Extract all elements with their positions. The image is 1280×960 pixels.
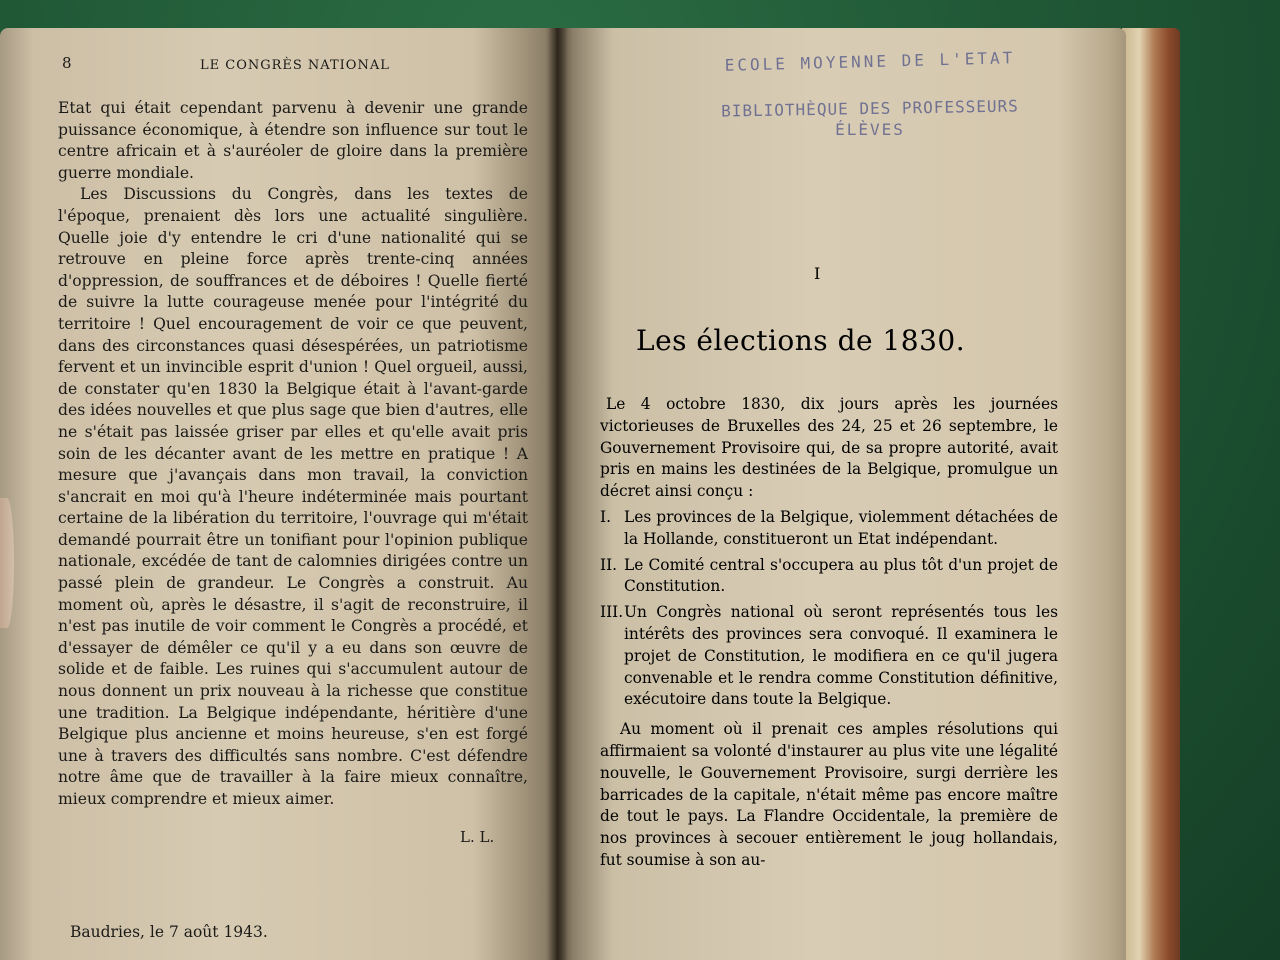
article-number: II. [600,555,618,574]
article-number: III. [600,603,624,622]
stamp-line: ÉLÈVES [835,120,905,139]
left-body-text [58,98,528,811]
book-gutter [548,28,568,960]
paragraph: Etat qui était cependant parvenu à devenir une grande puissance économique, à étendre son influence sur tout le centre africain et à s'auréoler de gloire dans la première guerre mondiale. [58,99,528,182]
left-page [0,28,556,960]
article-text: Un Congrès national où seront représentés tous les intérêts des provinces sera convoqué. Il examinera le projet de Constitution, le modifiera en ce qu'il jugera convenable et le rendra comme Constitution définitive, exécutoire dans toute la Belgique. [624,603,1058,709]
decree-article [600,555,1058,599]
stamp-line: BIBLIOTHÈQUE DES PROFESSEURS [720,96,1020,121]
thumb [0,498,14,628]
chapter-title: Les élections de 1830. [636,324,966,357]
closing-paragraph: Au moment où il prenait ces amples résolutions qui affirmaient sa volonté d'instaurer au plus vite une légalité nouvelle, le Gouvernement Provisoire, surgi derrière les barricades de la capitale, n'était même pas encore maître de tout le pays. La Flandre Occidentale, la première de nos provinces à secouer entièrement le joug hollandais, fut soumise à son au- [600,720,1058,869]
page-number: 8 [62,54,73,72]
decree-article [600,602,1058,711]
paragraph: Les Discussions du Congrès, dans les textes de l'époque, prenaient dès lors une actualité singulière. Quelle joie d'y entendre le cri d'une nationalité qui se retrouve en pleine force après trente-cinq années d'oppression, de souffrances et de déboires ! Quelle fierté de suivre la lutte courageuse menée pour l'intégrité du territoire ! Quel encouragement de voir ce que peuvent, dans des circonstances quasi désespérées, un patriotisme fervent et un invincible esprit d'union ! Quel orgueil, aussi, de constater qu'en 1830 la Belgique était à l'avant-garde des idées nouvelles et que plus sage que bien d'autres, elle ne s'était pas laissée griser par elles et qu'elle avait pris soin de les décanter avant de les mettre en pratique ! A mesure que j'avançais dans mon travail, la conviction s'ancrait en moi qu'à l'heure indéterminée mais pourtant certaine de la libération du territoire, l'ouvrage qui m'était demandé pourrait être un tonifiant pour l'opinion publique nationale, excédée de tant de calomnies dirigées contre un passé plein de grandeur. Le Congrès a construit. Au moment où, après le désastre, il s'agit de reconstruire, il n'est pas inutile de voir comment le Congrès a procédé, et d'essayer de démêler ce qu'il y a eu dans son œuvre de solide et de faible. Les ruines qui s'accumulent autour de nous donnent un prix nouveau à la richesse que constitue une tradition. La Belgique indépendante, héritière d'une Belgique plus ancienne et moins heureuse, s'en est forgé une à travers des difficultés sans nombre. C'est défendre notre âme que de travailler à la faire mieux connaître, mieux comprendre et mieux aimer. [58,185,528,808]
intro-paragraph: Le 4 octobre 1830, dix jours après les journées victorieuses de Bruxelles des 24, 25 et 26 septembre, le Gouvernement Provisoire qui, de sa propre autorité, avait pris en mains les destinées de la Belgique, promulgue un décret ainsi conçu : [600,395,1058,501]
right-body-text [600,394,1058,872]
library-stamp [690,48,1050,141]
place-date: Baudries, le 7 août 1943. [70,923,268,941]
article-text: Le Comité central s'occupera au plus tôt d'un projet de Constitution. [624,555,1058,596]
decree-article [600,507,1058,551]
stamp-line: ECOLE MOYENNE DE L'ETAT [724,48,1016,75]
chapter-number: I [814,264,821,283]
article-number: I. [600,507,611,526]
book-cover-edge [1122,28,1180,960]
article-text: Les provinces de la Belgique, violemment détachées de la Hollande, constitueront un Etat indépendant. [624,507,1058,548]
running-head: LE CONGRÈS NATIONAL [200,58,390,73]
signature-initials: L. L. [460,828,495,846]
